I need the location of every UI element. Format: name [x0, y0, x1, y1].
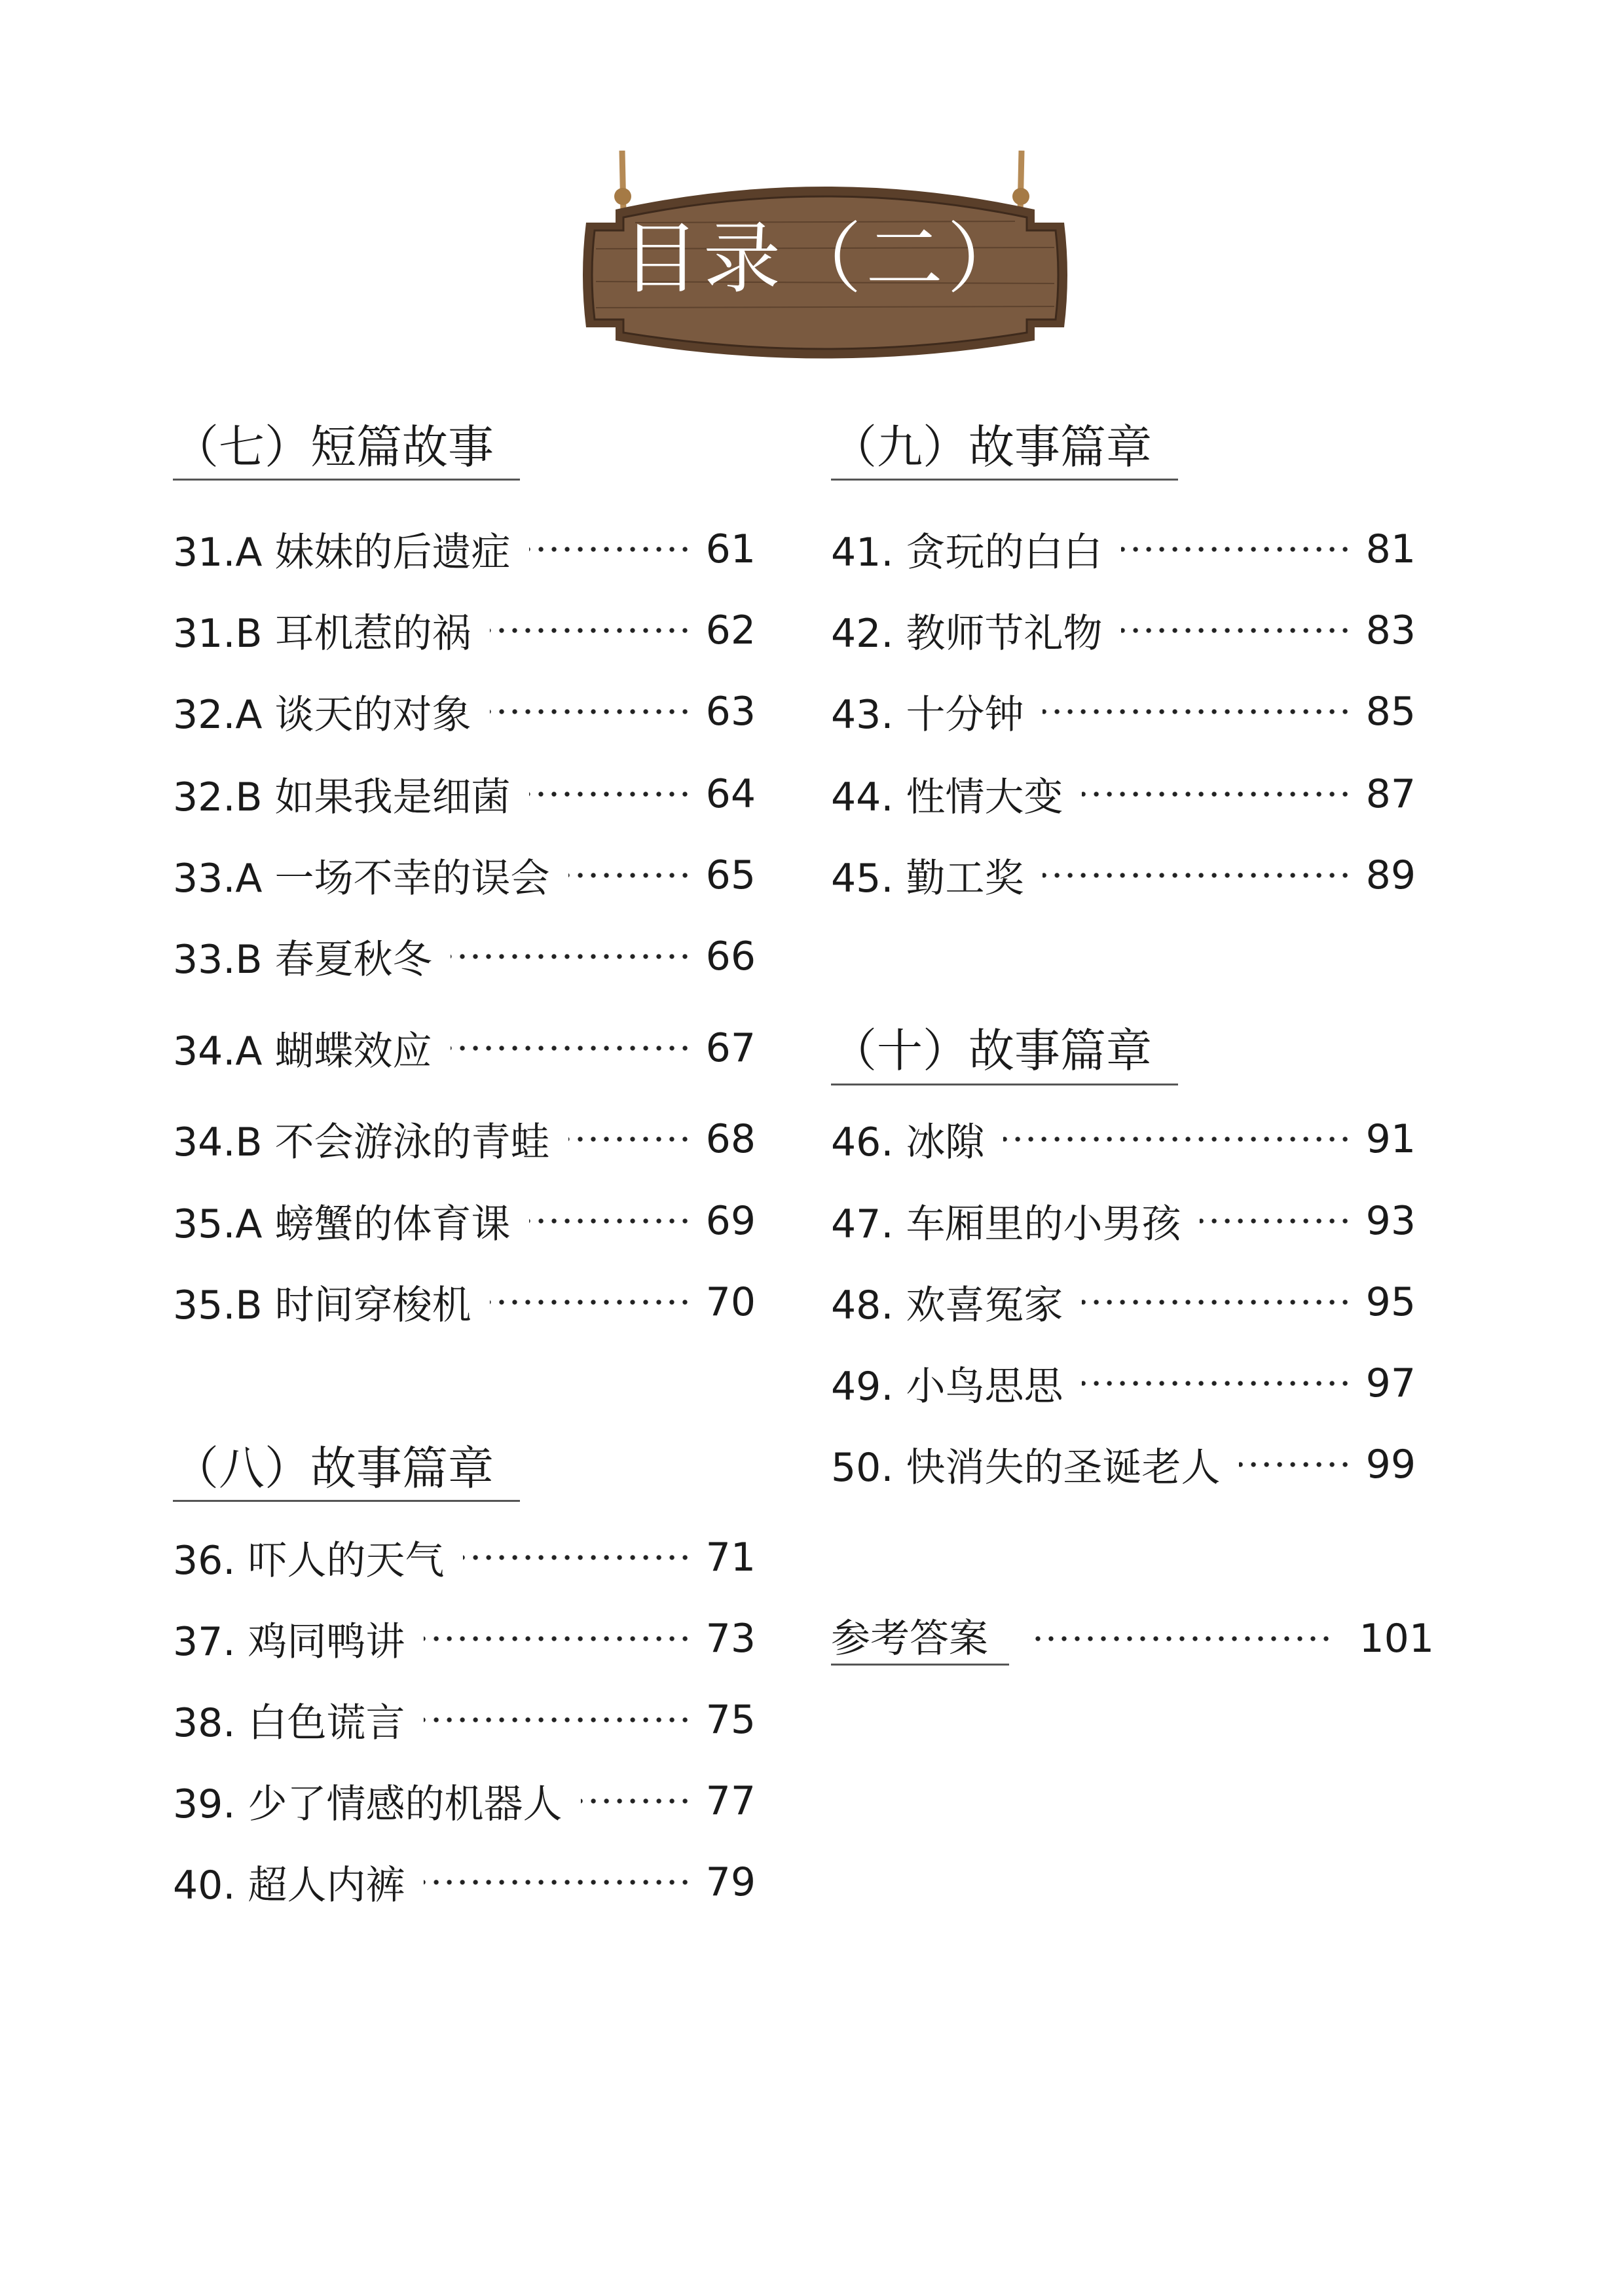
toc-entry[interactable] [831, 604, 1416, 657]
toc-entry-page-number: 99 [1365, 1442, 1416, 1487]
toc-entry-page-number: 63 [705, 689, 756, 735]
toc-entry[interactable] [173, 1856, 756, 1908]
toc-entry-title: 33.B 春夏秋冬 [173, 937, 432, 983]
toc-entry-page-number: 79 [705, 1859, 756, 1905]
dot-leader [529, 523, 692, 575]
toc-entry-title: 44. 性情大变 [831, 774, 1063, 820]
toc-entry-page-number: 95 [1365, 1279, 1416, 1325]
toc-entry[interactable] [831, 1195, 1416, 1247]
toc-entry-page-number: 64 [705, 771, 756, 817]
toc-entry-title: 50. 快消失的圣诞老人 [831, 1445, 1221, 1491]
toc-entry[interactable] [173, 849, 756, 902]
toc-entry-title: 49. 小鸟思思 [831, 1364, 1063, 1410]
dot-leader [1082, 1276, 1352, 1328]
toc-entry-title: 35.A 螃蟹的体育课 [173, 1201, 511, 1247]
toc-entry-title: 41. 贪玩的白白 [831, 530, 1103, 575]
toc-entry-page-number: 65 [705, 852, 756, 898]
toc-entry[interactable] [831, 1113, 1416, 1165]
section-heading-underline [831, 1084, 1178, 1085]
toc-entry-title: 31.B 耳机惹的祸 [173, 611, 471, 657]
toc-entry-title: 40. 超人内裤 [173, 1863, 405, 1908]
toc-entry-page-number: 87 [1365, 771, 1416, 817]
dot-leader [529, 768, 692, 820]
toc-entry-page-number: 61 [705, 526, 756, 572]
toc-entry-page-number: 66 [705, 934, 756, 979]
section-heading-underline [831, 479, 1178, 481]
toc-entry-page-number: 89 [1365, 852, 1416, 898]
section-heading-underline [173, 1500, 520, 1502]
toc-entry[interactable] [831, 849, 1416, 902]
toc-entry-page-number: 69 [705, 1198, 756, 1244]
dot-leader [424, 1694, 692, 1746]
toc-entry-page-number: 73 [705, 1616, 756, 1662]
dot-leader [1200, 1195, 1352, 1247]
dot-leader [424, 1856, 692, 1908]
toc-entry[interactable] [831, 685, 1416, 738]
dot-leader [581, 1775, 692, 1827]
toc-entry-title: 35.B 时间穿梭机 [173, 1283, 471, 1328]
dot-leader [529, 1195, 692, 1247]
section-heading: （十）故事篇章 [831, 1024, 1152, 1078]
dot-leader [568, 849, 692, 902]
toc-entry-title: 42. 教师节礼物 [831, 611, 1103, 657]
dot-leader [1121, 604, 1352, 657]
toc-entry-title: 38. 白色谎言 [173, 1700, 405, 1746]
toc-entry-title: 37. 鸡同鸭讲 [173, 1619, 405, 1665]
toc-entry-title: 34.B 不会游泳的青蛙 [173, 1120, 550, 1165]
dot-leader [1082, 1357, 1352, 1410]
toc-entry-page-number: 91 [1365, 1116, 1416, 1162]
toc-entry[interactable] [173, 604, 756, 657]
dot-leader [1003, 1113, 1352, 1165]
toc-entry-title: 34.A 蝴蝶效应 [173, 1029, 432, 1074]
answers-underline [831, 1664, 1009, 1666]
toc-entry[interactable] [173, 1775, 756, 1827]
toc-entry-page-number: 67 [705, 1025, 756, 1071]
dot-leader [1239, 1438, 1352, 1491]
toc-entry-page-number: 81 [1365, 526, 1416, 572]
toc-entry-title: 43. 十分钟 [831, 692, 1024, 738]
toc-entry[interactable] [173, 1531, 756, 1584]
toc-entry-title: 31.A 妹妹的后遗症 [173, 530, 511, 575]
toc-entry[interactable] [173, 1195, 756, 1247]
dot-leader [1043, 849, 1352, 902]
toc-entry-title: 48. 欢喜冤家 [831, 1283, 1063, 1328]
toc-entry[interactable] [831, 1276, 1416, 1328]
section-heading: （八）故事篇章 [173, 1442, 494, 1495]
toc-entry-title: 39. 少了情感的机器人 [173, 1781, 563, 1827]
dot-leader [568, 1113, 692, 1165]
section-heading-underline [173, 479, 520, 481]
toc-entry-page-number: 75 [705, 1697, 756, 1743]
toc-entry-page-number: 77 [705, 1778, 756, 1824]
toc-entry[interactable] [831, 1438, 1416, 1491]
dot-leader [451, 1022, 692, 1074]
answers-entry-label[interactable]: 参考答案 [831, 1616, 988, 1662]
dot-leader [424, 1613, 692, 1665]
toc-entry-title: 32.B 如果我是细菌 [173, 774, 511, 820]
toc-entry-title: 46. 冰隙 [831, 1120, 985, 1165]
dot-leader [1043, 685, 1352, 738]
toc-entry-title: 36. 吓人的天气 [173, 1538, 445, 1584]
toc-entry[interactable] [173, 1022, 756, 1074]
dot-leader [451, 930, 692, 983]
toc-entry-page-number: 62 [705, 608, 756, 653]
answers-page-number: 101 [1359, 1616, 1434, 1662]
toc-entry[interactable] [173, 1613, 756, 1665]
toc-entry-page-number: 68 [705, 1116, 756, 1162]
toc-entry[interactable] [173, 1276, 756, 1328]
dot-leader [463, 1531, 692, 1584]
toc-entry-title: 47. 车厢里的小男孩 [831, 1201, 1181, 1247]
section-heading: （九）故事篇章 [831, 420, 1152, 474]
dot-leader [1082, 768, 1352, 820]
toc-entry-title: 33.A 一场不幸的误会 [173, 856, 550, 902]
toc-entry-page-number: 97 [1365, 1360, 1416, 1406]
dot-leader [490, 1276, 692, 1328]
dot-leader [490, 685, 692, 738]
toc-entry[interactable] [173, 523, 756, 575]
page-title: 目录（二） [621, 213, 1028, 304]
dot-leader [1121, 523, 1352, 575]
toc-entry[interactable] [831, 768, 1416, 820]
toc-entry[interactable] [173, 1694, 756, 1746]
toc-entry-title: 32.A 谈天的对象 [173, 692, 471, 738]
toc-entry-page-number: 93 [1365, 1198, 1416, 1244]
toc-entry[interactable] [173, 930, 756, 983]
section-heading: （七）短篇故事 [173, 420, 494, 474]
toc-entry-page-number: 83 [1365, 608, 1416, 653]
dot-leader [490, 604, 692, 657]
toc-entry[interactable] [173, 1113, 756, 1165]
toc-entry-page-number: 70 [705, 1279, 756, 1325]
toc-entry-title: 45. 勤工奖 [831, 856, 1024, 902]
toc-entry[interactable] [831, 1357, 1416, 1410]
toc-entry[interactable] [173, 768, 756, 820]
toc-entry-page-number: 71 [705, 1535, 756, 1580]
toc-entry[interactable] [173, 685, 756, 738]
toc-entry[interactable] [831, 523, 1416, 575]
dot-leader [1031, 1613, 1333, 1665]
toc-entry-page-number: 85 [1365, 689, 1416, 735]
